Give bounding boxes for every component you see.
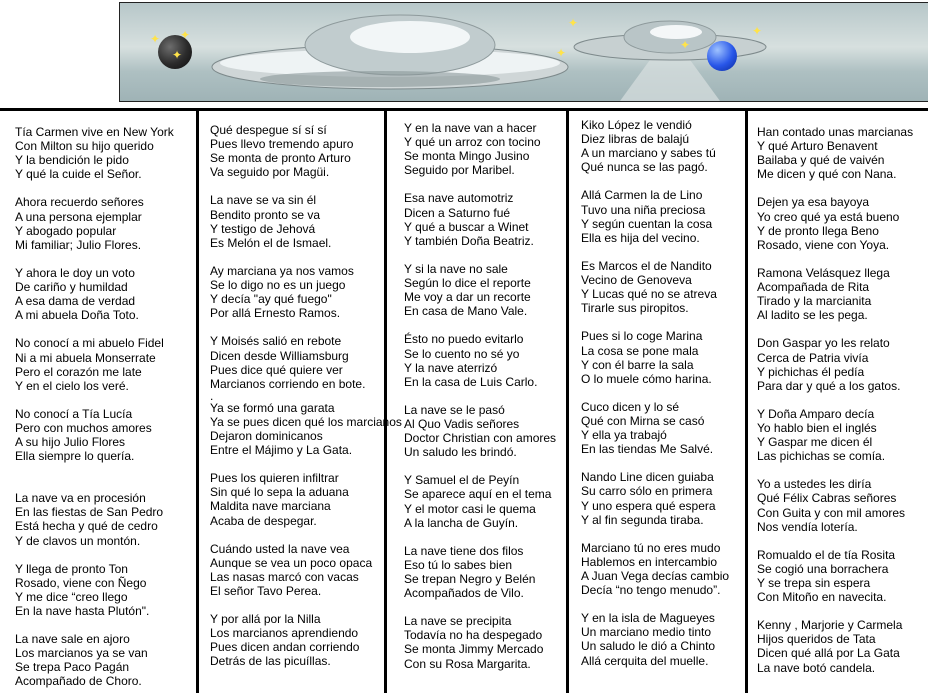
verse-line: Y de pronto llega Beno xyxy=(757,223,879,238)
verse-line: No conocí a mi abuelo Fidel xyxy=(15,336,164,351)
verse-line: Don Gaspar yo les relato xyxy=(757,336,890,351)
poem-column-1 xyxy=(15,125,174,693)
verse-line: Yo creo qué ya está bueno xyxy=(757,209,900,224)
stanza xyxy=(404,121,556,177)
verse-line: Tía Carmen vive en New York xyxy=(15,125,174,139)
verse-line: Hablemos en intercambio xyxy=(581,554,718,569)
verse-line: Los marcianos ya se van xyxy=(15,646,148,661)
verse-line: La nave se le pasó xyxy=(404,402,505,417)
stanza xyxy=(404,191,556,247)
verse-line: Dicen a Saturno fué xyxy=(404,205,511,220)
verse-line: . xyxy=(210,388,214,403)
verse-line: Y Lucas qué no se atreva xyxy=(581,287,717,302)
verse-line: A esa dama de verdad xyxy=(15,294,136,309)
verse-line: Qué Félix Cabras señores xyxy=(757,491,897,506)
verse-line: Acompañado de Choro. xyxy=(15,674,142,689)
column-divider xyxy=(745,108,748,693)
verse-line: Me dicen y qué con Nana. xyxy=(757,167,897,182)
stanza xyxy=(757,548,913,604)
verse-line: Y si la nave no sale xyxy=(404,261,508,276)
verse-line: Detrás de las picuíllas. xyxy=(210,654,331,669)
verse-line: Bendito pronto se va xyxy=(210,207,321,222)
star-icon: ✦ xyxy=(180,28,191,42)
poem-column-4 xyxy=(581,118,729,682)
verse-line: Y Doña Amparo decía xyxy=(757,406,875,421)
stanza xyxy=(210,401,402,457)
verse-line: Aunque se vea un poco opaca xyxy=(210,555,373,570)
verse-line: Ella es hija del vecino. xyxy=(581,230,700,245)
verse-line: Pues si lo coge Marina xyxy=(581,329,703,344)
verse-line: Bailaba y qué de vaivén xyxy=(757,153,885,168)
poem-column-3 xyxy=(404,121,556,685)
verse-line: Con Mitoño en navecita. xyxy=(757,590,887,605)
verse-line: Y Moisés salió en rebote xyxy=(210,334,342,349)
verse-line: Los marcianos aprendiendo xyxy=(210,626,359,641)
verse-line: Cerca de Patria vivía xyxy=(757,350,869,365)
verse-line: Y con él barre la sala xyxy=(581,357,694,372)
ufo-icon xyxy=(210,9,570,95)
verse-line: Decía “no tengo menudo”. xyxy=(581,583,721,598)
verse-line: Pues dicen andan corriendo xyxy=(210,640,360,655)
verse-line: Dicen desde Williamsburg xyxy=(210,348,349,363)
verse-line: Dejaron dominicanos xyxy=(210,428,323,443)
stanza xyxy=(581,118,729,174)
verse-line: Hijos queridos de Tata xyxy=(757,632,876,647)
stanza xyxy=(15,266,174,322)
verse-line: Eso tú lo sabes bien xyxy=(404,557,513,572)
verse-line: Y abogado popular xyxy=(15,223,117,238)
verse-line: Se monta Mingo Jusino xyxy=(404,149,530,164)
verse-line: Pues los quieren infiltrar xyxy=(210,471,339,486)
stanza xyxy=(757,477,913,533)
verse-line: Es Melón el de Ismael. xyxy=(210,235,332,250)
verse-line: Pues llevo tremendo apuro xyxy=(210,137,354,152)
verse-line: En las tiendas Me Salvé. xyxy=(581,442,714,457)
verse-line: En la nave hasta Plutón". xyxy=(15,604,150,618)
column-divider xyxy=(566,108,569,693)
stanza xyxy=(404,544,556,600)
verse-line: Acompañada de Rita xyxy=(757,280,870,295)
verse-line: Todavía no ha despegado xyxy=(404,628,543,643)
verse-line: Y por allá por la Nilla xyxy=(210,612,321,627)
stanza xyxy=(15,336,174,392)
stanza xyxy=(210,193,402,249)
stanza xyxy=(15,632,174,688)
verse-line: Pero con muchos amores xyxy=(15,420,152,435)
verse-line: En las fiestas de San Pedro xyxy=(15,505,164,520)
verse-line: Nos vendía lotería. xyxy=(757,519,858,534)
verse-line: Nando Line dicen guiaba xyxy=(581,470,714,485)
stanza xyxy=(757,618,913,674)
verse-line: Diez libras de balajú xyxy=(581,132,690,147)
verse-line: Y Gaspar me dicen él xyxy=(757,435,873,450)
planet-icon xyxy=(707,41,737,71)
verse-line: Según lo dice el reporte xyxy=(404,276,531,291)
verse-line: Con Guita y con mil amores xyxy=(757,505,906,520)
stanza xyxy=(210,612,402,668)
verse-line: Ésto no puedo evitarlo xyxy=(404,332,524,347)
verse-line: Maldita nave marciana xyxy=(210,499,331,514)
verse-line: Cuándo usted la nave vea xyxy=(210,541,350,556)
verse-line: Y Samuel el de Peyín xyxy=(404,473,520,488)
stanza xyxy=(581,611,729,667)
stanza xyxy=(757,125,913,181)
verse-line: Ni a mi abuela Monserrate xyxy=(15,350,156,365)
stanza xyxy=(404,403,556,459)
stanza xyxy=(581,541,729,597)
verse-line: Dicen qué allá por La Gata xyxy=(757,646,900,661)
verse-line: Yo hablo bien el inglés xyxy=(757,420,877,435)
stanza xyxy=(757,195,913,251)
stanza xyxy=(15,407,174,463)
verse-line: Doctor Christian con amores xyxy=(404,431,557,446)
verse-line: Al Quo Vadis señores xyxy=(404,416,520,431)
verse-line: A una persona ejemplar xyxy=(15,209,142,224)
verse-line: Han contado unas marcianas xyxy=(757,125,914,139)
stanza xyxy=(757,336,913,392)
verse-line: Y ella ya trabajó xyxy=(581,428,667,443)
stanza xyxy=(757,407,913,463)
star-icon: ✦ xyxy=(172,48,183,62)
verse-line: Rosado, viene con Yoya. xyxy=(757,237,890,252)
verse-line: Y qué Arturo Benavent xyxy=(757,139,878,154)
stanza xyxy=(404,262,556,318)
stanza xyxy=(210,123,402,179)
star-icon: ✦ xyxy=(568,16,579,30)
verse-line: Con su Rosa Margarita. xyxy=(404,656,531,671)
verse-line: Se trepa Paco Pagán xyxy=(15,660,130,675)
verse-line: Y en el cielo los veré. xyxy=(15,378,129,393)
verse-line: Ya se pues dicen qué los marcianos xyxy=(210,414,402,429)
verse-line: Y la nave aterrizó xyxy=(404,360,498,375)
verse-line: Y llega de pronto Ton xyxy=(15,561,128,576)
verse-line: Y decía "ay qué fuego" xyxy=(210,292,332,307)
stanza xyxy=(210,264,402,320)
verse-line: Marcianos corriendo en bote. xyxy=(210,376,366,391)
verse-line: Kiko López le vendió xyxy=(581,118,692,132)
verse-line: Y qué la cuide el Señor. xyxy=(15,167,142,182)
verse-line: A mi abuela Doña Toto. xyxy=(15,308,139,323)
column-divider xyxy=(196,108,199,693)
verse-line: Romualdo el de tía Rosita xyxy=(757,547,896,562)
verse-line: Un marciano medio tinto xyxy=(581,625,712,640)
verse-line: La nave tiene dos filos xyxy=(404,543,524,558)
verse-line: En casa de Mano Vale. xyxy=(404,304,528,319)
verse-line: Y ahora le doy un voto xyxy=(15,265,135,280)
verse-line: De cariño y humildad xyxy=(15,280,128,295)
stanza xyxy=(757,266,913,322)
verse-line: Rosado, viene con Ñego xyxy=(15,575,147,590)
verse-line: Dejen ya esa bayoya xyxy=(757,195,870,210)
verse-line: Y qué un arroz con tocino xyxy=(404,135,541,150)
verse-line: Y testigo de Jehová xyxy=(210,221,316,236)
verse-line: Se aparece aquí en el tema xyxy=(404,487,552,502)
verse-line: Y me dice “creo llego xyxy=(15,589,128,604)
star-icon: ✦ xyxy=(556,46,567,60)
verse-line: Un saludo le dió a Chinto xyxy=(581,639,716,654)
stanza xyxy=(404,614,556,670)
stanza xyxy=(581,188,729,244)
verse-line: La nave va en procesión xyxy=(15,491,146,506)
verse-line: Se lo digo no es un juego xyxy=(210,278,346,293)
verse-line: Y según cuentan la cosa xyxy=(581,216,713,231)
verse-line: Allá cerquita del muelle. xyxy=(581,653,709,668)
verse-line: Y la bendición le pido xyxy=(15,153,129,168)
verse-line: A Juan Vega decías cambio xyxy=(581,569,730,583)
star-icon: ✦ xyxy=(150,32,161,46)
verse-line: Tuvo una niña preciosa xyxy=(581,202,706,217)
verse-line: La nave sale en ajoro xyxy=(15,632,130,647)
stanza xyxy=(404,332,556,388)
stanza xyxy=(15,195,174,251)
verse-line: Acompañados de Vilo. xyxy=(404,586,524,601)
stanza xyxy=(404,473,556,529)
verse-line: Ramona Velásquez llega xyxy=(757,265,890,280)
verse-line: Las nasas marcó con vacas xyxy=(210,569,359,584)
verse-line: Kenny , Marjorie y Carmela xyxy=(757,618,903,633)
verse-line: Marciano tú no eres mudo xyxy=(581,540,721,555)
verse-line: Se trepan Negro y Belén xyxy=(404,572,536,586)
verse-line: Se cogió una borrachera xyxy=(757,561,889,576)
verse-line: Qué nunca se las pagó. xyxy=(581,160,708,175)
verse-line: Yo a ustedes les diría xyxy=(757,477,872,492)
verse-line: O lo muele cómo harina. xyxy=(581,371,712,386)
verse-line: No conocí a Tía Lucía xyxy=(15,406,133,421)
poem-column-5 xyxy=(757,125,913,689)
verse-line: Al ladito se les pega. xyxy=(757,308,868,323)
verse-line: Y el motor casi le quema xyxy=(404,501,536,516)
verse-line: La cosa se pone mala xyxy=(581,343,699,358)
verse-line: La nave se precipita xyxy=(404,614,512,629)
verse-line: La nave se va sin él xyxy=(210,193,317,208)
verse-line: Pues dice qué quiere ver xyxy=(210,362,343,377)
verse-line: La nave botó candela. xyxy=(757,660,876,675)
verse-line: Y en la nave van a hacer xyxy=(404,121,537,135)
stanza xyxy=(581,329,729,385)
verse-line: Va seguido por Magüi. xyxy=(210,165,330,180)
verse-line: Las pichichas se comía. xyxy=(757,449,886,464)
stanza xyxy=(15,125,174,181)
verse-line: Y uno espera qué espera xyxy=(581,498,716,513)
verse-line: Qué despegue sí sí sí xyxy=(210,123,327,137)
verse-line: Por allá Ernesto Ramos. xyxy=(210,306,341,321)
verse-line: Su carro sólo en primera xyxy=(581,484,713,499)
verse-line: Tirado y la marcianita xyxy=(757,294,872,309)
verse-line: Seguido por Maribel. xyxy=(404,163,515,178)
verse-line: Qué con Mirna se casó xyxy=(581,413,705,428)
verse-line: Ahora recuerdo señores xyxy=(15,195,144,210)
poem-column-2 xyxy=(210,123,402,683)
verse-line: Se monta de pronto Arturo xyxy=(210,151,351,166)
verse-line: Entre el Májimo y La Gata. xyxy=(210,443,353,458)
ufo-icon xyxy=(570,13,770,101)
verse-line: Sin qué lo sepa la aduana xyxy=(210,485,349,500)
verse-line: A su hijo Julio Flores xyxy=(15,435,126,450)
star-icon: ✦ xyxy=(752,24,763,38)
verse-line: Mi familiar; Julio Flores. xyxy=(15,237,142,252)
star-icon: ✦ xyxy=(680,38,691,52)
verse-line: Y también Doña Beatriz. xyxy=(404,233,534,248)
stanza xyxy=(210,471,402,527)
verse-line: Me voy a dar un recorte xyxy=(404,290,531,305)
verse-line: Ay marciana ya nos vamos xyxy=(210,263,354,278)
stanza xyxy=(15,491,174,547)
verse-line: Pero el corazón me late xyxy=(15,364,142,379)
verse-line: Allá Carmen la de Lino xyxy=(581,188,703,203)
verse-line: Vecino de Genoveva xyxy=(581,273,692,288)
verse-line: Está hecha y qué de cedro xyxy=(15,519,158,534)
stanza xyxy=(581,470,729,526)
verse-line: Ella siempre lo quería. xyxy=(15,449,135,464)
verse-line: Se monta Jimmy Mercado xyxy=(404,642,544,657)
stanza xyxy=(15,562,174,618)
verse-line: Y pichichas él pedía xyxy=(757,364,865,379)
verse-line: Ya se formó una garata xyxy=(210,400,335,415)
verse-line: Con Milton su hijo querido xyxy=(15,139,154,154)
verse-line: El señor Tavo Perea. xyxy=(210,584,322,598)
verse-line: Acaba de despegar. xyxy=(210,513,317,528)
verse-line: Se lo cuento no sé yo xyxy=(404,346,520,361)
top-divider xyxy=(0,108,928,111)
stanza xyxy=(210,542,402,598)
verse-line: Y se trepa sin espera xyxy=(757,576,871,590)
verse-line: En la casa de Luis Carlo. xyxy=(404,374,538,389)
verse-line: Y qué a buscar a Winet xyxy=(404,219,529,234)
verse-line: Para dar y qué a los gatos. xyxy=(757,378,901,393)
verse-line: Y en la isla de Magueyes xyxy=(581,611,715,626)
stanza xyxy=(210,334,402,403)
verse-line: A la lancha de Guyín. xyxy=(404,515,519,530)
verse-line: Un saludo les brindó. xyxy=(404,445,517,460)
verse-line: Tirarle sus piropitos. xyxy=(581,301,689,316)
verse-line: Esa nave automotriz xyxy=(404,191,514,206)
verse-line: A un marciano y sabes tú xyxy=(581,146,716,161)
stanza xyxy=(581,259,729,315)
header-banner xyxy=(119,2,928,102)
stanza xyxy=(581,400,729,456)
verse-line: Y al fin segunda tiraba. xyxy=(581,512,704,527)
verse-line: Y de clavos un montón. xyxy=(15,533,141,548)
verse-line: Cuco dicen y lo sé xyxy=(581,399,680,414)
verse-line: Es Marcos el de Nandito xyxy=(581,258,712,273)
